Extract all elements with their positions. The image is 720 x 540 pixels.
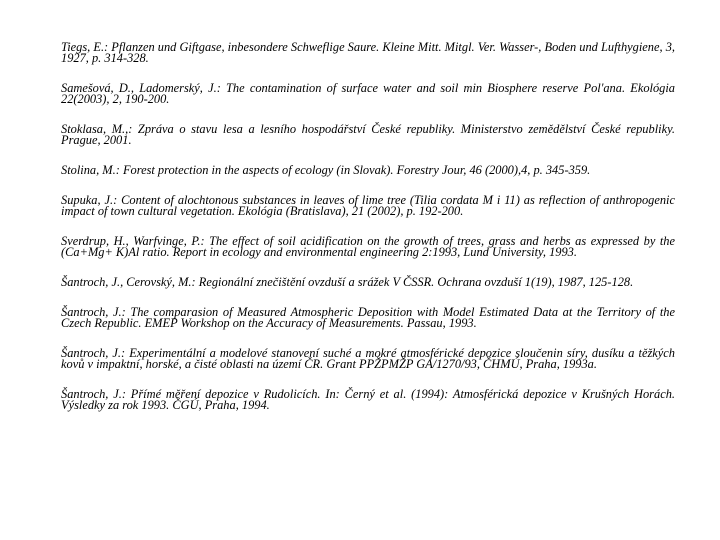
reference-entry: Sverdrup, H., Warfvinge, P.: The effect of soil acidification on the growth of trees, grass and herbs as expressed by the (Ca+Mg+ K)Al ratio. Report in ecology and environmental engineering 2:1993, Lund University, 1993. <box>61 234 675 259</box>
reference-entry: Supuka, J.: Content of alochtonous substances in leaves of lime tree (Tilia cordata M i 11) as reflection of anthropogenic impact of town cultural vegetation. Ekológia (Bratislava), 21 (2002), p. 192-200. <box>61 193 675 218</box>
reference-entry: Tiegs, E.: Pflanzen und Giftgase, inbesondere Schweflige Saure. Kleine Mitt. Mitgl. Ver. Wasser-, Boden und Lufthygiene, 3, 1927, p. 314-328. <box>61 40 675 65</box>
reference-entry: Šantroch, J., Cerovský, M.: Regionální znečištění ovzduší a srážek V ČSSR. Ochrana ovzduší 1(19), 1987, 125-128. <box>61 275 634 289</box>
reference-entry: Šantroch, J.: Přímé měření depozice v Rudolicích. In: Černý et al. (1994): Atmosférická depozice v Krušných Horách. Výsledky za rok 1993. ČGÚ, Praha, 1994. <box>61 387 675 412</box>
reference-entry: Samešová, D., Ladomerský, J.: The contamination of surface water and soil min Biosphere reserve Pol'ana. Ekológia 22(2003), 2, 190-200. <box>61 81 675 106</box>
reference-entry: Šantroch, J.: The comparasion of Measured Atmospheric Deposition with Model Estimated Data at the Territory of the Czech Republic. EMEP Workshop on the Accuracy of Measurements. Passau, 1993. <box>61 305 675 330</box>
reference-entry: Šantroch, J.: Experimentální a modelové stanovení suché a mokré atmosférické depozice sloučenin síry, dusíku a těžkých kovů v impaktní, horské, a čisté oblasti na území ČR. Grant PPŽPMŽP GA/1270/93, ČHMÚ, Praha, 1993a. <box>61 346 675 371</box>
reference-entry: Stoklasa, M.,: Zpráva o stavu lesa a lesního hospodářství České republiky. Ministerstvo zemědělství České republiky. Prague, 2001. <box>61 122 675 147</box>
reference-list <box>61 42 675 430</box>
reference-entry: Stolina, M.: Forest protection in the aspects of ecology (in Slovak). Forestry Jour, 46 (2000),4, p. 345-359. <box>61 163 591 177</box>
